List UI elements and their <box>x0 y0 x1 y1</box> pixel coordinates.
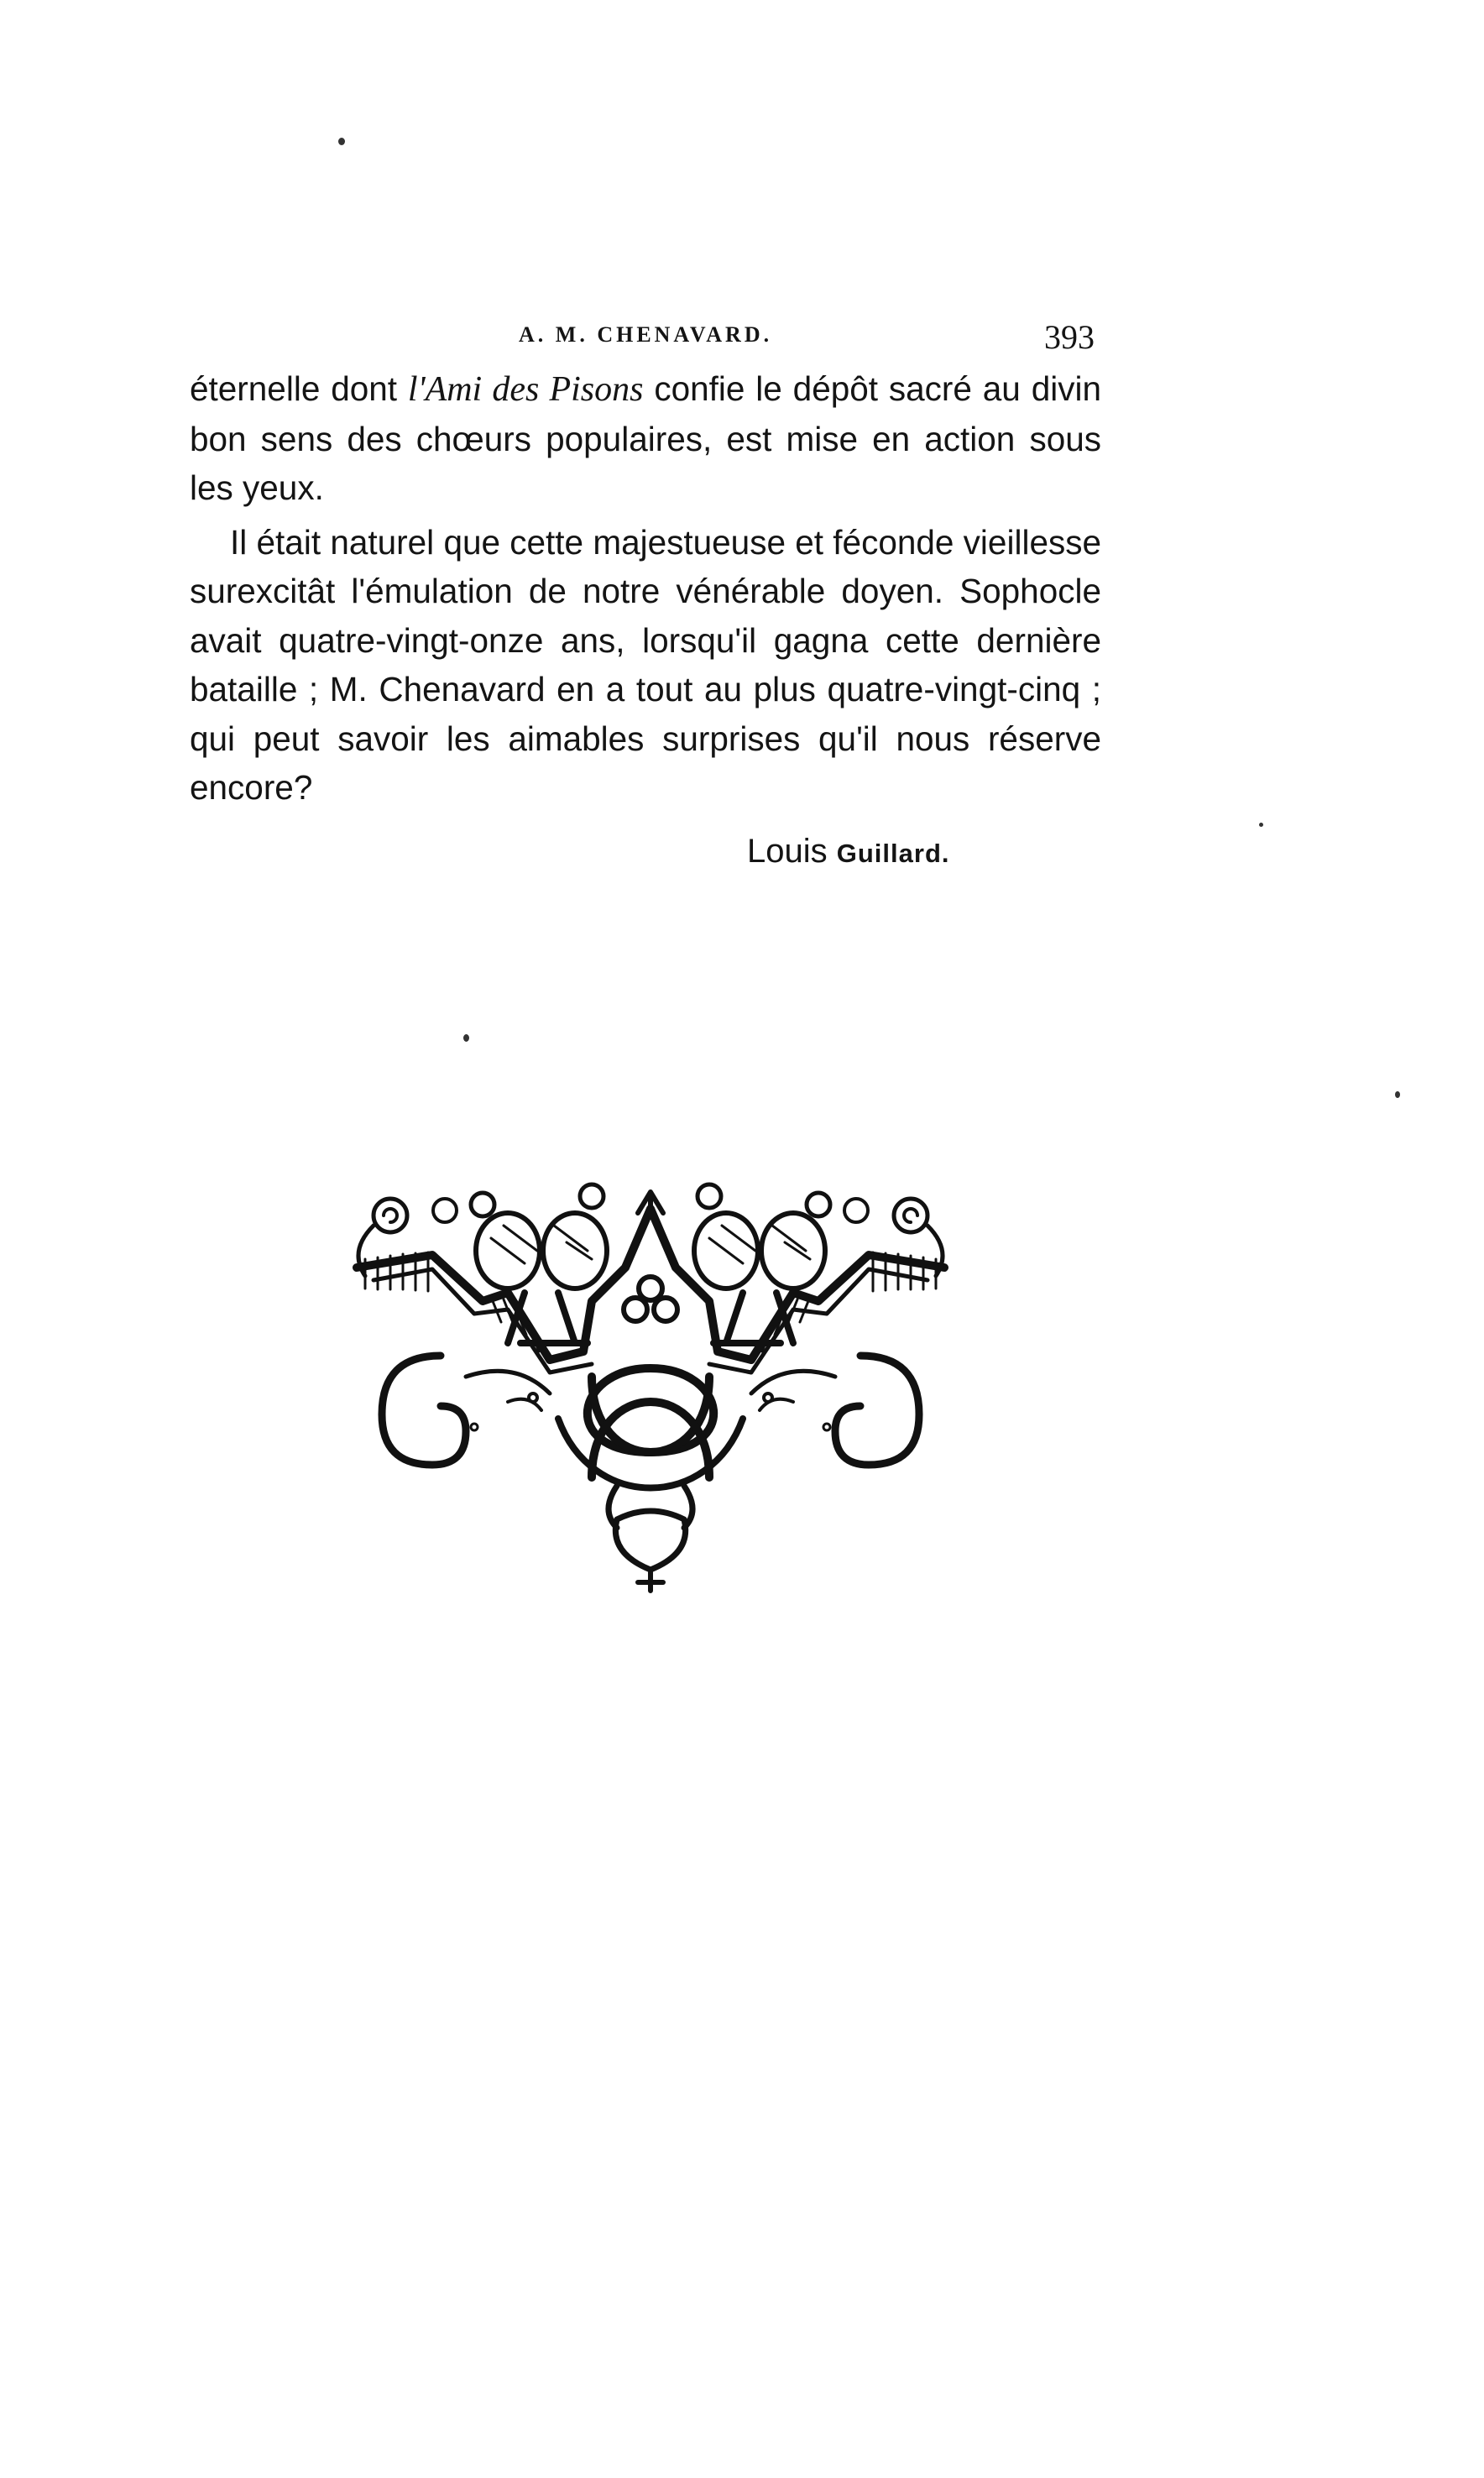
signature-first-name: Louis <box>747 833 837 870</box>
speck-mark <box>463 1034 469 1042</box>
speck-mark <box>1259 823 1263 827</box>
paragraph-1 <box>190 364 1101 513</box>
running-title: A. M. CHENAVARD. <box>519 322 773 347</box>
floral-tailpiece-ornament-icon <box>340 1175 961 1595</box>
speck-mark <box>338 138 345 145</box>
running-head <box>191 317 1098 359</box>
speck-mark <box>1395 1091 1400 1098</box>
paragraph-1-italic-title: l'Ami des Pisons <box>407 370 644 409</box>
paragraph-1-start: éternelle dont <box>190 369 408 408</box>
signature-last-name: Guillard. <box>836 839 950 868</box>
page-number: 393 <box>1044 318 1095 356</box>
body-text <box>190 364 1101 813</box>
paragraph-1-end: confie le dépôt sacré au divin bon sens des chœurs populaires, est mise en action sous les yeux. <box>190 369 1101 507</box>
author-signature <box>747 833 950 870</box>
paragraph-2: Il était naturel que cette majestueuse et féconde vieillesse surexcitât l'émulation de notre vénérable doyen. Sophocle avait quatre-vingt-onze ans, lorsqu'il gagna cette dernière bataille ; M. Chenavard en a tout au plus quatre-vingt-cinq ; qui peut savoir les aimables surprises qu'il nous réserve encore? <box>190 522 1101 807</box>
